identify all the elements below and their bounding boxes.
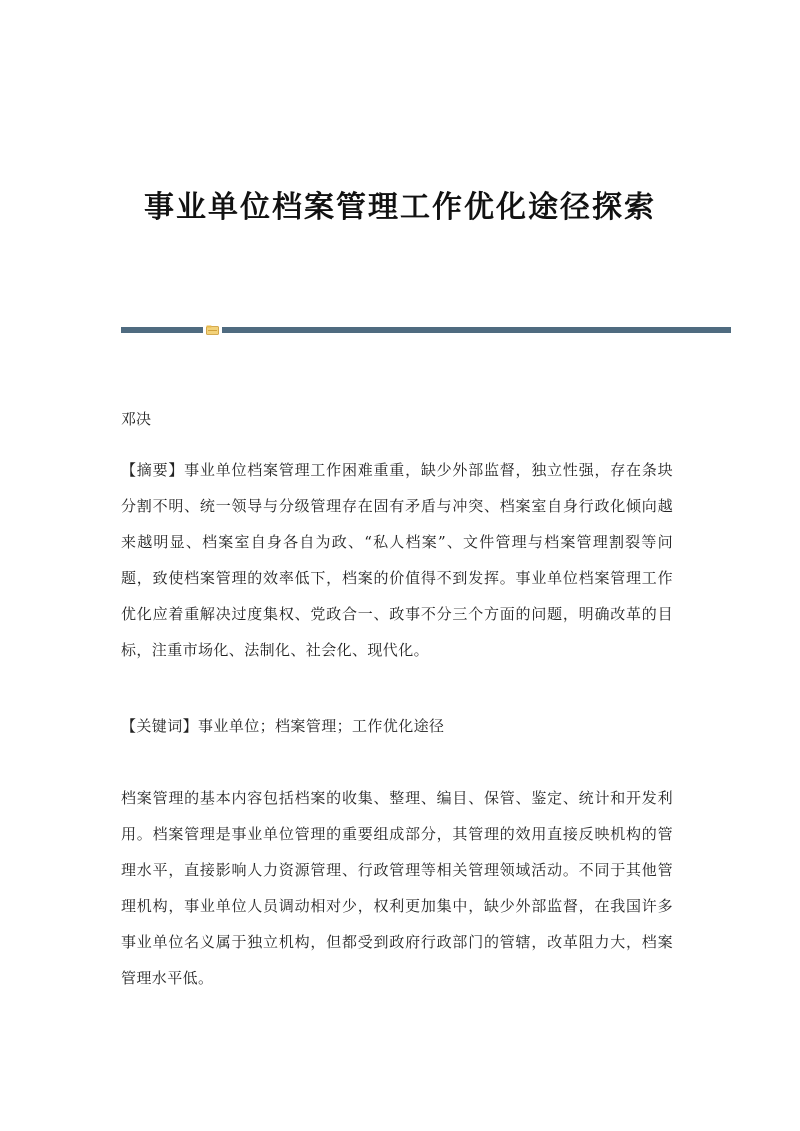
folder-icon [206, 325, 219, 335]
body-paragraph: 档案管理的基本内容包括档案的收集、整理、编目、保管、鉴定、统计和开发利用。档案管理是事业单位管理的重要组成部分，其管理的效用直接反映机构的管理水平，直接影响人力资源管理、行政管理等相关管理领域活动。不同于其他管理机构，事业单位人员调动相对少，权利更加集中，缺少外部监督，在我国许多事业单位名义属于独立机构，但都受到政府行政部门的管辖，改革阻力大，档案管理水平低。 [121, 789, 673, 987]
page-title: 事业单位档案管理工作优化途径探索 [144, 190, 656, 225]
divider-left-bar [121, 327, 203, 333]
keywords-text: 事业单位；档案管理；工作优化途径 [198, 717, 445, 735]
abstract-paragraph [121, 452, 673, 668]
author-name: 邓决 [121, 410, 152, 428]
abstract-text: 事业单位档案管理工作困难重重，缺少外部监督，独立性强，存在条块分割不明、统一领导与分级管理存在固有矛盾与冲突、档案室自身行政化倾向越来越明显、档案室自身各自为政、“私人档案”、文件管理与档案管理割裂等问题，致使档案管理的效率低下，档案的价值得不到发挥。事业单位档案管理工作优化应着重解决过度集权、党政合一、政事不分三个方面的问题，明确改革的目标，注重市场化、法制化、社会化、现代化。 [121, 461, 674, 659]
keywords-paragraph [121, 708, 673, 744]
divider-right-bar [222, 327, 731, 333]
title-divider [121, 325, 731, 333]
keywords-label: 【关键词】 [121, 717, 199, 735]
abstract-label: 【摘要】 [121, 461, 185, 479]
